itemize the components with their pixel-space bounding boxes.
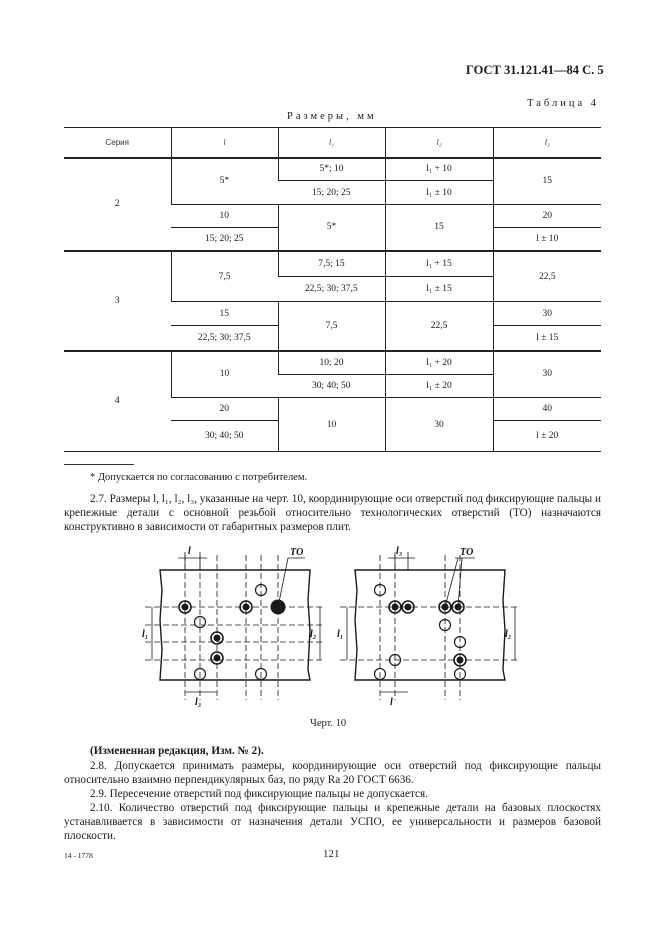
table-cell: 20 — [171, 398, 278, 421]
page-header: ГОСТ 31.121.41—84 С. 5 — [466, 63, 604, 77]
table-cell: 5* — [171, 158, 278, 205]
footer-code: 14 - 1778 — [64, 851, 93, 860]
table-row — [64, 251, 601, 276]
table-cell: 10 — [278, 398, 385, 452]
table-cell: 30 — [385, 398, 493, 452]
dim-label-l: l — [188, 546, 191, 557]
table-cell: l₁ + 10 — [385, 158, 493, 181]
table-cell: 15 — [493, 158, 601, 205]
table-cell: 15 — [171, 302, 278, 325]
left-plate — [145, 552, 325, 700]
table-cell: l ± 15 — [493, 325, 601, 350]
table-cell: l₁ + 15 — [385, 251, 493, 276]
table-cell: 7,5; 15 — [278, 251, 385, 276]
table-cell: 22,5 — [493, 251, 601, 302]
col-header: l₁ — [278, 128, 385, 158]
table-cell: 7,5 — [278, 302, 385, 351]
col-header: l — [171, 128, 278, 158]
dim-label-l2: l₂ — [505, 629, 512, 640]
paragraph-2-10: 2.10. Количество отверстий под фиксирующие пальцы и крепежные детали на базовых плоскостях устанавливается в зависимости от назначения детали УСПО, ее универсальности и размеров базовой плоскости. — [64, 802, 601, 842]
table-cell: 15; 20; 25 — [278, 181, 385, 204]
table-cell: 10 — [171, 204, 278, 227]
table-row — [64, 351, 601, 374]
table-cell: 22,5 — [385, 302, 493, 351]
col-header: Серия — [64, 128, 171, 158]
table-cell: l₁ + 20 — [385, 351, 493, 374]
paragraph-2-9: 2.9. Пересечение отверстий под фиксирующие пальцы не допускается. — [90, 788, 428, 800]
table-cell: 30 — [493, 351, 601, 398]
table-cell: l₁ ± 15 — [385, 276, 493, 301]
drawing-10 — [140, 540, 530, 715]
label-to: ТО — [290, 547, 304, 558]
col-header: l₂ — [385, 128, 493, 158]
table-cell: 40 — [493, 398, 601, 421]
edit-note: (Измененная редакция, Изм. № 2). — [90, 745, 264, 757]
dim-label-l1: l₁ — [142, 629, 149, 640]
dimensions-table — [64, 127, 601, 452]
paragraph-2-7: 2.7. Размеры l, l₁, l₂, l₃, указанные на черт. 10, координирующие оси отверстий под фиксирующие пальцы и крепежные детали с основной резьбой относительно технологических отверстий (ТО) назначаются конструктивно в зависимости от габаритных размеров плит. — [64, 493, 601, 533]
dim-label-l3: l₃ — [396, 546, 403, 557]
dim-label-l: l — [390, 697, 393, 708]
table-cell: 22,5; 30; 37,5 — [278, 276, 385, 301]
label-to: ТО — [460, 547, 474, 558]
table-cell: 7,5 — [171, 251, 278, 302]
footnote-rule — [64, 464, 134, 465]
series-cell: 4 — [64, 351, 171, 452]
table-cell: 15; 20; 25 — [171, 228, 278, 251]
table-cell: l₁ ± 10 — [385, 181, 493, 204]
table-label: Таблица 4 — [527, 98, 599, 109]
table-cell: 30; 40; 50 — [171, 421, 278, 452]
table-cell: 10 — [171, 351, 278, 398]
table-cell: 5*; 10 — [278, 158, 385, 181]
series-cell: 2 — [64, 158, 171, 252]
table-cell: l ± 10 — [493, 228, 601, 251]
figure-caption: Черт. 10 — [310, 718, 347, 729]
page-number: 121 — [323, 848, 340, 860]
table-cell: 5* — [278, 204, 385, 251]
table-cell: 20 — [493, 204, 601, 227]
table-cell: 22,5; 30; 37,5 — [171, 325, 278, 350]
dim-label-l2: l₂ — [310, 629, 317, 640]
table-cell: 30; 40; 50 — [278, 374, 385, 397]
table-cell: 30 — [493, 302, 601, 325]
table-cell: 15 — [385, 204, 493, 251]
dim-label-l3: l₃ — [195, 697, 202, 708]
series-cell: 3 — [64, 251, 171, 351]
table-cell: 10; 20 — [278, 351, 385, 374]
table-cell: l ± 20 — [493, 421, 601, 452]
table-header-row — [64, 128, 601, 158]
paragraph-2-8: 2.8. Допускается принимать размеры, координирующие оси отверстий под фиксирующие пальцы относительно взаимно перпендикулярных баз, по ряду Ra 20 ГОСТ 6636. — [64, 760, 601, 786]
table-row — [64, 158, 601, 181]
dim-label-l1: l₁ — [337, 629, 344, 640]
col-header: l₃ — [493, 128, 601, 158]
table-cell: l₁ ± 20 — [385, 374, 493, 397]
footnote: * Допускается по согласованию с потребителем. — [90, 472, 308, 483]
table-subtitle: Размеры, мм — [287, 111, 377, 122]
right-plate — [340, 552, 520, 700]
